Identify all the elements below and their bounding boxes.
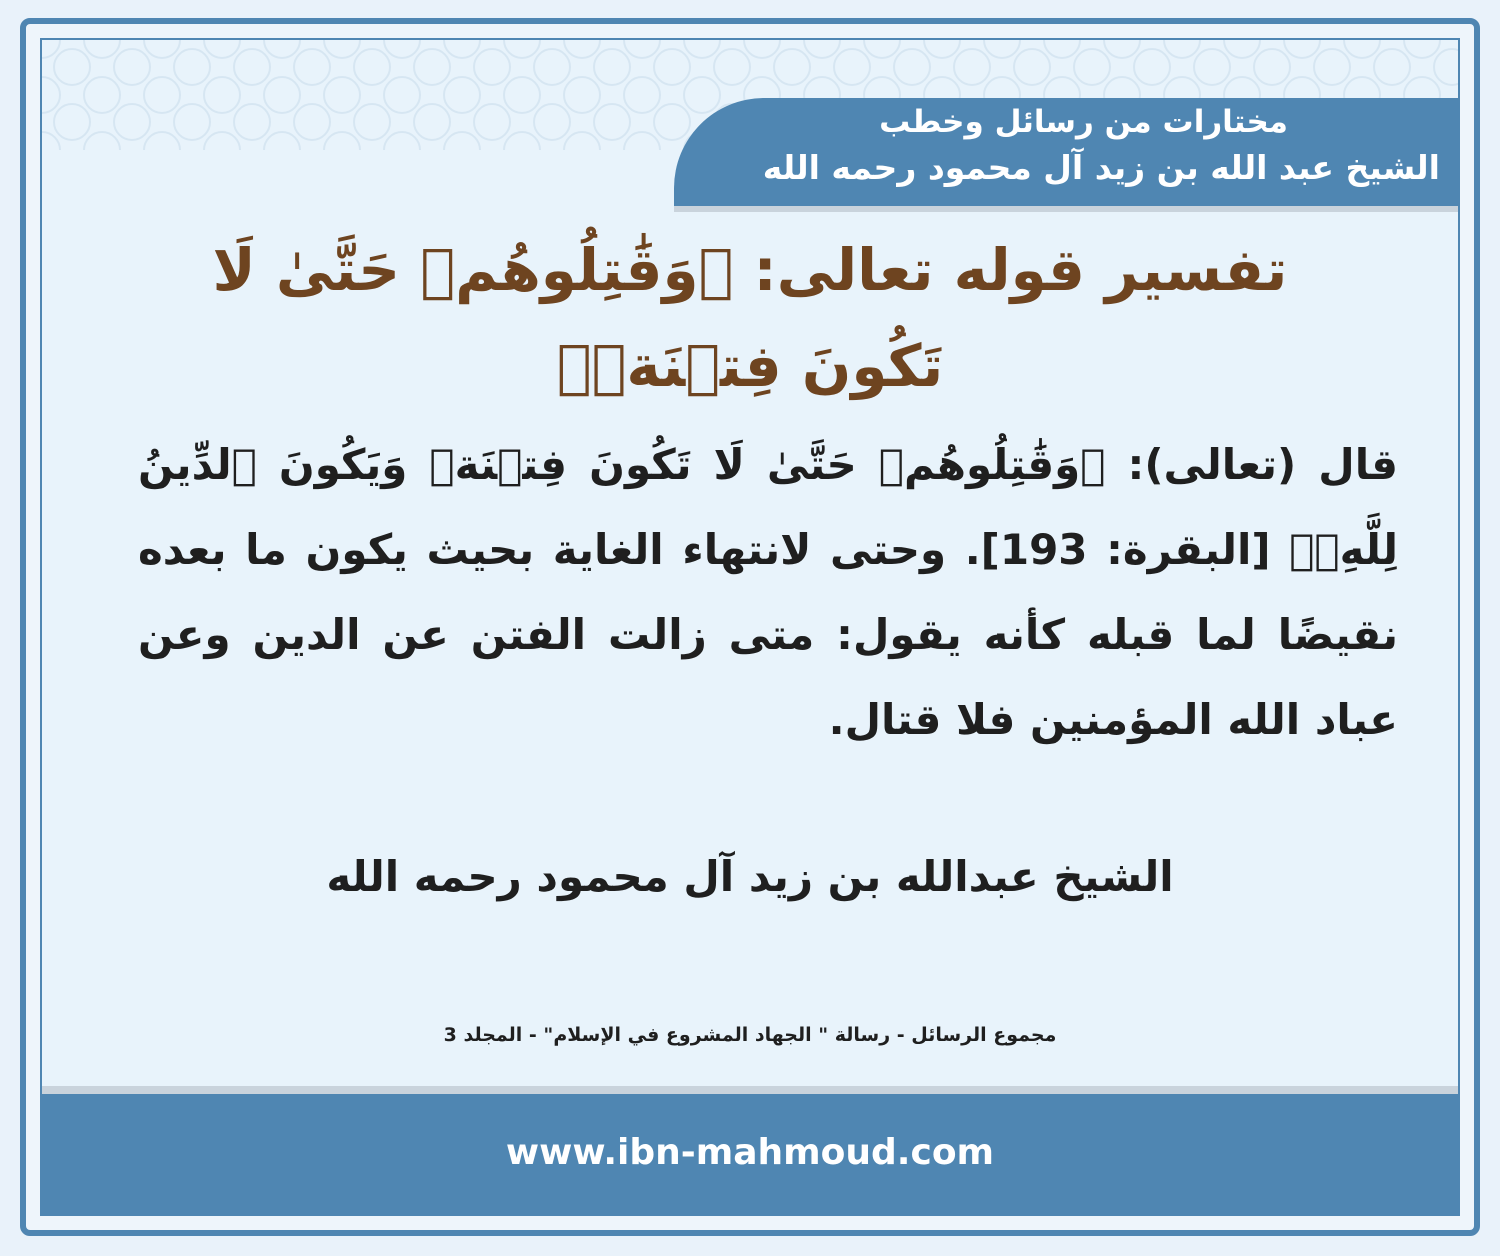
header-author: الشيخ عبد الله بن زيد آل محمود رحمه الله <box>762 148 1440 187</box>
header-band <box>674 98 1458 206</box>
page-title: تفسير قوله تعالى: ﴿وَقَٰتِلُوهُمۡ حَتَّىٰ لَا تَكُونَ فِتۡنَةٞ﴾ <box>212 236 1288 400</box>
body-text: قال (تعالى): ﴿وَقَٰتِلُوهُمۡ حَتَّىٰ لَا تَكُونَ فِتۡنَةٞ وَيَكُونَ ٱلدِّينُ لِلَّهِۖ﴾ [البقرة: 193]. وحتى لانتهاء الغاية بحيث يكون ما بعده نقيضًا لما قبله كأنه يقول: متى زالت الفتن عن الدين وعن عباد الله المؤمنين فلا قتال. <box>138 440 1398 744</box>
author-signature: الشيخ عبدالله بن زيد آل محمود رحمه الله <box>326 852 1174 901</box>
outer-frame <box>20 18 1480 1236</box>
card <box>40 38 1460 1216</box>
source-citation: مجموع الرسائل - رسالة " الجهاد المشروع في الإسلام" - المجلد 3 <box>443 1024 1057 1046</box>
website-link[interactable]: www.ibn-mahmoud.com <box>505 1132 995 1173</box>
footer-band <box>42 1094 1458 1214</box>
header-subtitle: مختارات من رسائل وخطب <box>879 104 1288 140</box>
